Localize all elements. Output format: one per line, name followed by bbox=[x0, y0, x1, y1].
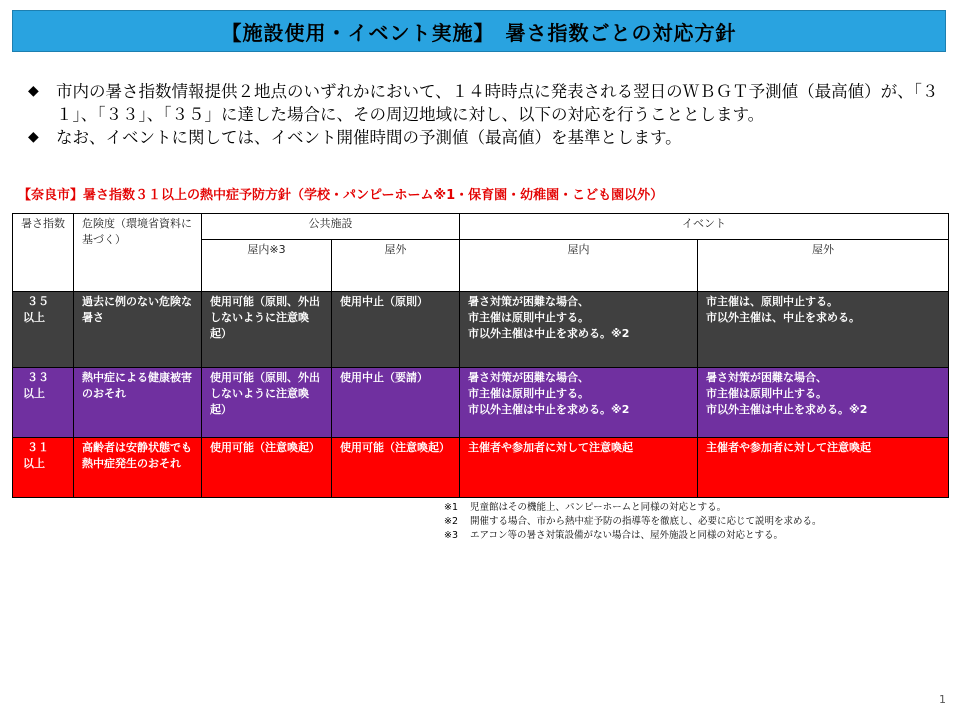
level-number: ３３ bbox=[27, 371, 49, 384]
level-cell bbox=[13, 438, 74, 498]
header-event-outdoor: 屋外 bbox=[698, 240, 949, 292]
header-event: イベント bbox=[460, 214, 949, 240]
footnote-key: ※3 bbox=[444, 530, 459, 541]
bullet-text: なお、イベントに関しては、イベント開催時間の予測値（最高値）を基準とします。 bbox=[56, 128, 682, 147]
level-suffix: 以上 bbox=[23, 457, 45, 470]
bullet-item bbox=[28, 80, 940, 126]
header-event-indoor: 屋内 bbox=[460, 240, 698, 292]
facility-indoor-cell: 使用可能（注意喚起） bbox=[202, 438, 332, 498]
event-indoor-cell: 主催者や参加者に対して注意喚起 bbox=[460, 438, 698, 498]
event-indoor-cell: 暑さ対策が困難な場合、 市主催は原則中止する。 市以外主催は中止を求める。※2 bbox=[460, 292, 698, 368]
table-row bbox=[13, 438, 949, 498]
footnote-key: ※1 bbox=[444, 502, 459, 513]
bullet-item bbox=[28, 126, 940, 149]
risk-cell: 過去に例のない危険な暑さ bbox=[74, 292, 202, 368]
level-suffix: 以上 bbox=[23, 387, 45, 400]
header-risk: 危険度（環境省資料に基づく） bbox=[74, 214, 202, 292]
intro-bullets bbox=[28, 80, 940, 149]
policy-table bbox=[12, 213, 949, 498]
header-level: 暑さ指数 bbox=[13, 214, 74, 292]
event-outdoor-cell: 暑さ対策が困難な場合、 市主催は原則中止する。 市以外主催は中止を求める。※2 bbox=[698, 368, 949, 438]
header-facility-indoor: 屋内※3 bbox=[202, 240, 332, 292]
footnote bbox=[444, 515, 944, 529]
risk-cell: 熱中症による健康被害のおそれ bbox=[74, 368, 202, 438]
diamond-bullet-icon: ◆ bbox=[28, 129, 39, 145]
level-suffix: 以上 bbox=[23, 311, 45, 324]
policy-subheading: 【奈良市】暑さ指数３１以上の熱中症予防方針（学校・パンピーホーム※1・保育園・幼稚園・こども園以外） bbox=[18, 188, 664, 203]
event-indoor-cell: 暑さ対策が困難な場合、 市主催は原則中止する。 市以外主催は中止を求める。※2 bbox=[460, 368, 698, 438]
footnote-text: 開催する場合、市から熱中症予防の指導等を徹底し、必要に応じて説明を求める。 bbox=[470, 516, 822, 527]
level-number: ３５ bbox=[27, 295, 49, 308]
risk-cell: 高齢者は安静状態でも熱中症発生のおそれ bbox=[74, 438, 202, 498]
header-facility-outdoor: 屋外 bbox=[332, 240, 460, 292]
footnote-text: 児童館はその機能上、パンピーホームと同様の対応とする。 bbox=[470, 502, 727, 513]
event-outdoor-cell: 市主催は、原則中止する。 市以外主催は、中止を求める。 bbox=[698, 292, 949, 368]
footnotes bbox=[444, 501, 944, 543]
facility-outdoor-cell: 使用中止（原則） bbox=[332, 292, 460, 368]
facility-outdoor-cell: 使用可能（注意喚起） bbox=[332, 438, 460, 498]
page-title: 【施設使用・イベント実施】 暑さ指数ごとの対応方針 bbox=[12, 10, 946, 52]
facility-indoor-cell: 使用可能（原則、外出しないように注意喚起） bbox=[202, 292, 332, 368]
table-row bbox=[13, 292, 949, 368]
footnote bbox=[444, 529, 944, 543]
table-row bbox=[13, 368, 949, 438]
level-number: ３１ bbox=[27, 441, 49, 454]
level-cell bbox=[13, 292, 74, 368]
page-number: 1 bbox=[939, 693, 946, 706]
footnote-text: エアコン等の暑さ対策設備がない場合は、屋外施設と同様の対応とする。 bbox=[470, 530, 784, 541]
diamond-bullet-icon: ◆ bbox=[28, 83, 39, 99]
facility-outdoor-cell: 使用中止（要請） bbox=[332, 368, 460, 438]
footnote-key: ※2 bbox=[444, 516, 459, 527]
event-outdoor-cell: 主催者や参加者に対して注意喚起 bbox=[698, 438, 949, 498]
header-public-facility: 公共施設 bbox=[202, 214, 460, 240]
facility-indoor-cell: 使用可能（原則、外出しないように注意喚起） bbox=[202, 368, 332, 438]
level-cell bbox=[13, 368, 74, 438]
bullet-text: 市内の暑さ指数情報提供２地点のいずれかにおいて、１４時時点に発表される翌日のＷＢＧＴ予測値（最高値）が、「３１」、「３３」、「３５」に達した場合に、その周辺地域に対し、以下の対応を行うこととします。 bbox=[56, 82, 939, 124]
footnote bbox=[444, 501, 944, 515]
